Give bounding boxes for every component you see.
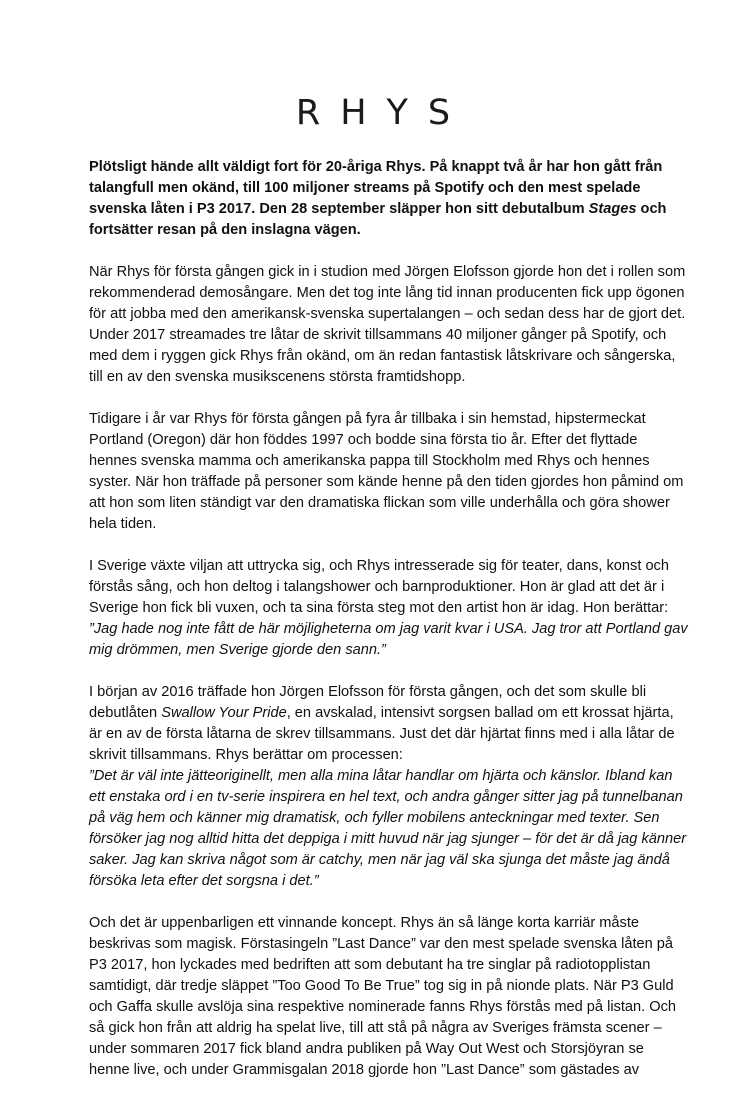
body-text: debutlåten — [89, 705, 162, 721]
quote-line: ”Det är väl inte jätteoriginellt, men alla mina låtar handlar om hjärta och känslor. Ibland kan — [89, 768, 673, 784]
body-line: till en av den svenska musikscenens största framtidshopp. — [89, 369, 466, 385]
body-line: beskrivas som magisk. Förstasingeln ”Last Dance” var den mest spelade svenska låten på — [89, 936, 674, 952]
quote-line: försöka leta efter det sorgsna i det.” — [89, 873, 319, 889]
body-line: samtidigt, där tredje släppet ”Too Good To Be True” tog sig in på nionde plats. När P3 Guld — [89, 978, 674, 994]
body-line: I Sverige växte viljan att uttrycka sig, och Rhys intresserade sig för teater, dans, konst och — [89, 558, 669, 574]
body-line: Under 2017 streamades tre låtar de skrivit tillsammans 40 miljoner gånger på Spotify, och — [89, 327, 667, 343]
body-line: Och det är uppenbarligen ett vinnande koncept. Rhys än så länge korta karriär måste — [89, 915, 640, 931]
body-line: I början av 2016 träffade hon Jörgen Elofsson för första gången, och det som skulle bli — [89, 684, 647, 700]
body-line: och Gaffa skulle avslöja sina respektive nominerade fanns Rhys förstås med på listan. Och — [89, 999, 677, 1015]
paragraph-portland — [89, 409, 684, 535]
body-line: rekommenderad demosångare. Men det tog inte lång tid innan producenten fick upp ögonen — [89, 285, 685, 301]
body-line: Sverige hon fick bli vuxen, och ta sina första steg mot den artist hon är idag. Hon berättar: — [89, 600, 669, 616]
body-line: så gick hon från att aldrig ha spelat live, till att stå på några av Sveriges främsta scener – — [89, 1020, 662, 1036]
body-line: När Rhys för första gången gick in i studion med Jörgen Elofsson gjorde hon det i rollen som — [89, 264, 686, 280]
lead-text: och — [636, 201, 667, 217]
quote-line: försöker jag nog alltid hitta det deppiga i mitt huvud när jag sjunger – för det är då jag känner — [89, 831, 687, 847]
lead-line — [89, 199, 669, 220]
body-line: att hon som liten ständigt var den dramatiska flickan som ville underhålla och göra shower — [89, 495, 670, 511]
quote-line: på väg hem och känner mig dramatisk, och fyller mobilens anteckningar med texter. Sen — [89, 810, 660, 826]
body-line: skrivit tillsammans. Rhys berättar om processen: — [89, 747, 403, 763]
quote-line: ”Jag hade nog inte fått de här möjligheterna om jag varit kvar i USA. Jag tror att Portland gav — [89, 621, 688, 637]
paragraph-career — [89, 913, 677, 1081]
body-line: henne live, och under Grammisgalan 2018 gjorde hon ”Last Dance” som gästades av — [89, 1062, 640, 1078]
artist-logo: RHYS — [295, 93, 471, 133]
lead-line: fortsätter resan på den inslagna vägen. — [89, 222, 361, 238]
body-line: med dem i ryggen gick Rhys från okänd, om än redan fantastisk låtskrivare och sångerska, — [89, 348, 676, 364]
article-body — [89, 157, 688, 1102]
quote-line: mig drömmen, men Sverige gjorde den sann.” — [89, 642, 386, 658]
body-line: förstås sång, och hon deltog i talangshower och barnproduktioner. Hon är glad att det är i — [89, 579, 665, 595]
lead-paragraph — [89, 157, 669, 241]
paragraph-process — [89, 682, 687, 892]
body-line: hennes svenska mamma och amerikanska pappa till Stockholm med Rhys och hennes — [89, 453, 650, 469]
quote-line: ett enstaka ord i en tv-serie inspirera en hel text, och andra gånger sitter jag på tunnelbanan — [89, 789, 683, 805]
album-title: Stages — [588, 201, 637, 217]
body-line: är en av de första låtarna de skrev tillsammans. Just det där hjärtat finns med i alla låtar de — [89, 726, 675, 742]
body-line: för att jobba med den amerikansk-svenska supertalangen – och sedan dess har de gjort det. — [89, 306, 686, 322]
body-line: P3 2017, hon lyckades med bedriften att som debutant ha tre singlar på radiotopplistan — [89, 957, 651, 973]
body-line: syster. När hon träffade på personer som kände henne på den tiden gjordes hon påmind om — [89, 474, 684, 490]
body-line — [89, 703, 674, 724]
body-line: hela tiden. — [89, 516, 157, 532]
body-line: Tidigare i år var Rhys för första gången på fyra år tillbaka i sin hemstad, hipstermeckat — [89, 411, 646, 427]
lead-text: svenska låten i P3 2017. Den 28 september släpper hon sitt debutalbum — [89, 201, 589, 217]
body-line: Portland (Oregon) där hon föddes 1997 och bodde sina första tio år. Efter det flyttade — [89, 432, 638, 448]
paragraph-studio — [89, 262, 686, 388]
body-text: , en avskalad, intensivt sorgsen ballad om ett krossat hjärta, — [286, 705, 674, 721]
song-title: Swallow Your Pride — [161, 705, 287, 721]
paragraph-sweden — [89, 556, 688, 661]
lead-line: talangfull men okänd, till 100 miljoner streams på Spotify och den mest spelade — [89, 180, 641, 196]
lead-line: Plötsligt hände allt väldigt fort för 20-åriga Rhys. På knappt två år har hon gått från — [89, 159, 663, 175]
quote-line: saker. Jag kan skriva något som är catchy, men när jag väl ska sjunga det måste jag ändå — [89, 852, 670, 868]
body-line: under sommaren 2017 fick bland andra publiken på Way Out West och Storsjöyran se — [89, 1041, 644, 1057]
